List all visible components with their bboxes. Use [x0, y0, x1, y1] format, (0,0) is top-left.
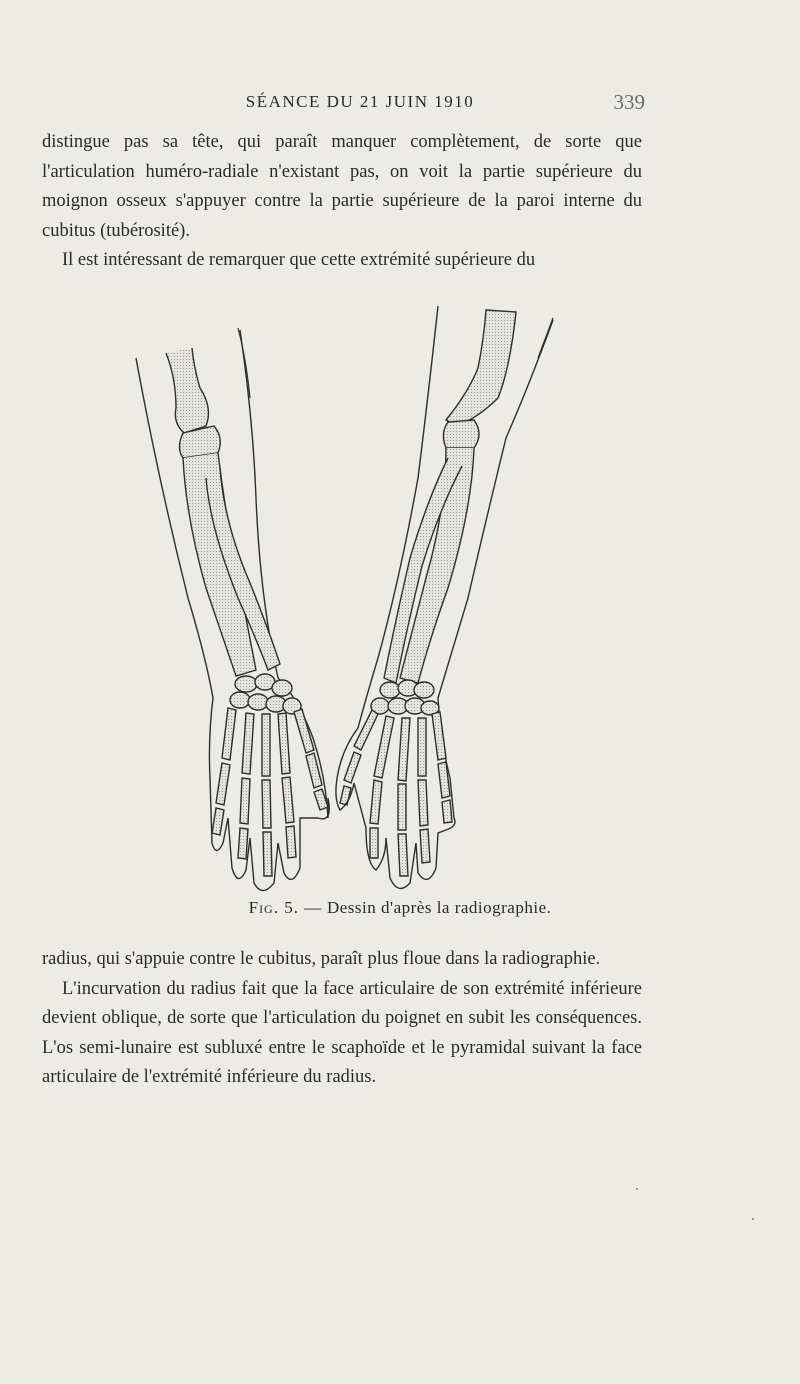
- body-text-bottom: [42, 945, 642, 1093]
- paper-speck: [752, 1218, 754, 1220]
- body-text-top: [42, 128, 642, 276]
- paper-speck: [636, 1188, 638, 1190]
- forearm-radiograph-drawing: [128, 298, 568, 898]
- page-number: 339: [613, 90, 645, 114]
- right-arm: [336, 306, 553, 888]
- figure-caption: [0, 898, 800, 918]
- figure-caption-text: Dessin d'après la radiographie.: [326, 898, 552, 917]
- running-head: SÉANCE DU 21 JUIN 1910: [245, 92, 475, 111]
- paragraph: Il est intéressant de remarquer que cette extrémité supérieure du: [62, 250, 536, 270]
- figure-label: Fig. 5. —: [248, 898, 323, 917]
- figure-illustration: [128, 298, 568, 898]
- paragraph: L'incurvation du radius fait que la face articulaire de son extrémité inférieure devient oblique, de sorte que l'articulation du poignet en subit les conséquences. L'os semi-lunaire est subluxé entre le scaphoïde et le pyramidal suivant la face articulaire de l'extrémité inférieure du radius.: [42, 978, 642, 1087]
- left-arm: [136, 330, 329, 891]
- page-header: [0, 92, 800, 118]
- paragraph: distingue pas sa tête, qui paraît manquer complètement, de sorte que l'articulation huméro-radiale n'existant pas, on voit la partie supérieure du moignon osseux s'appuyer contre la partie supérieure de la paroi interne du cubitus (tubérosité).: [42, 132, 642, 241]
- paragraph: radius, qui s'appuie contre le cubitus, paraît plus floue dans la radiographie.: [42, 949, 601, 969]
